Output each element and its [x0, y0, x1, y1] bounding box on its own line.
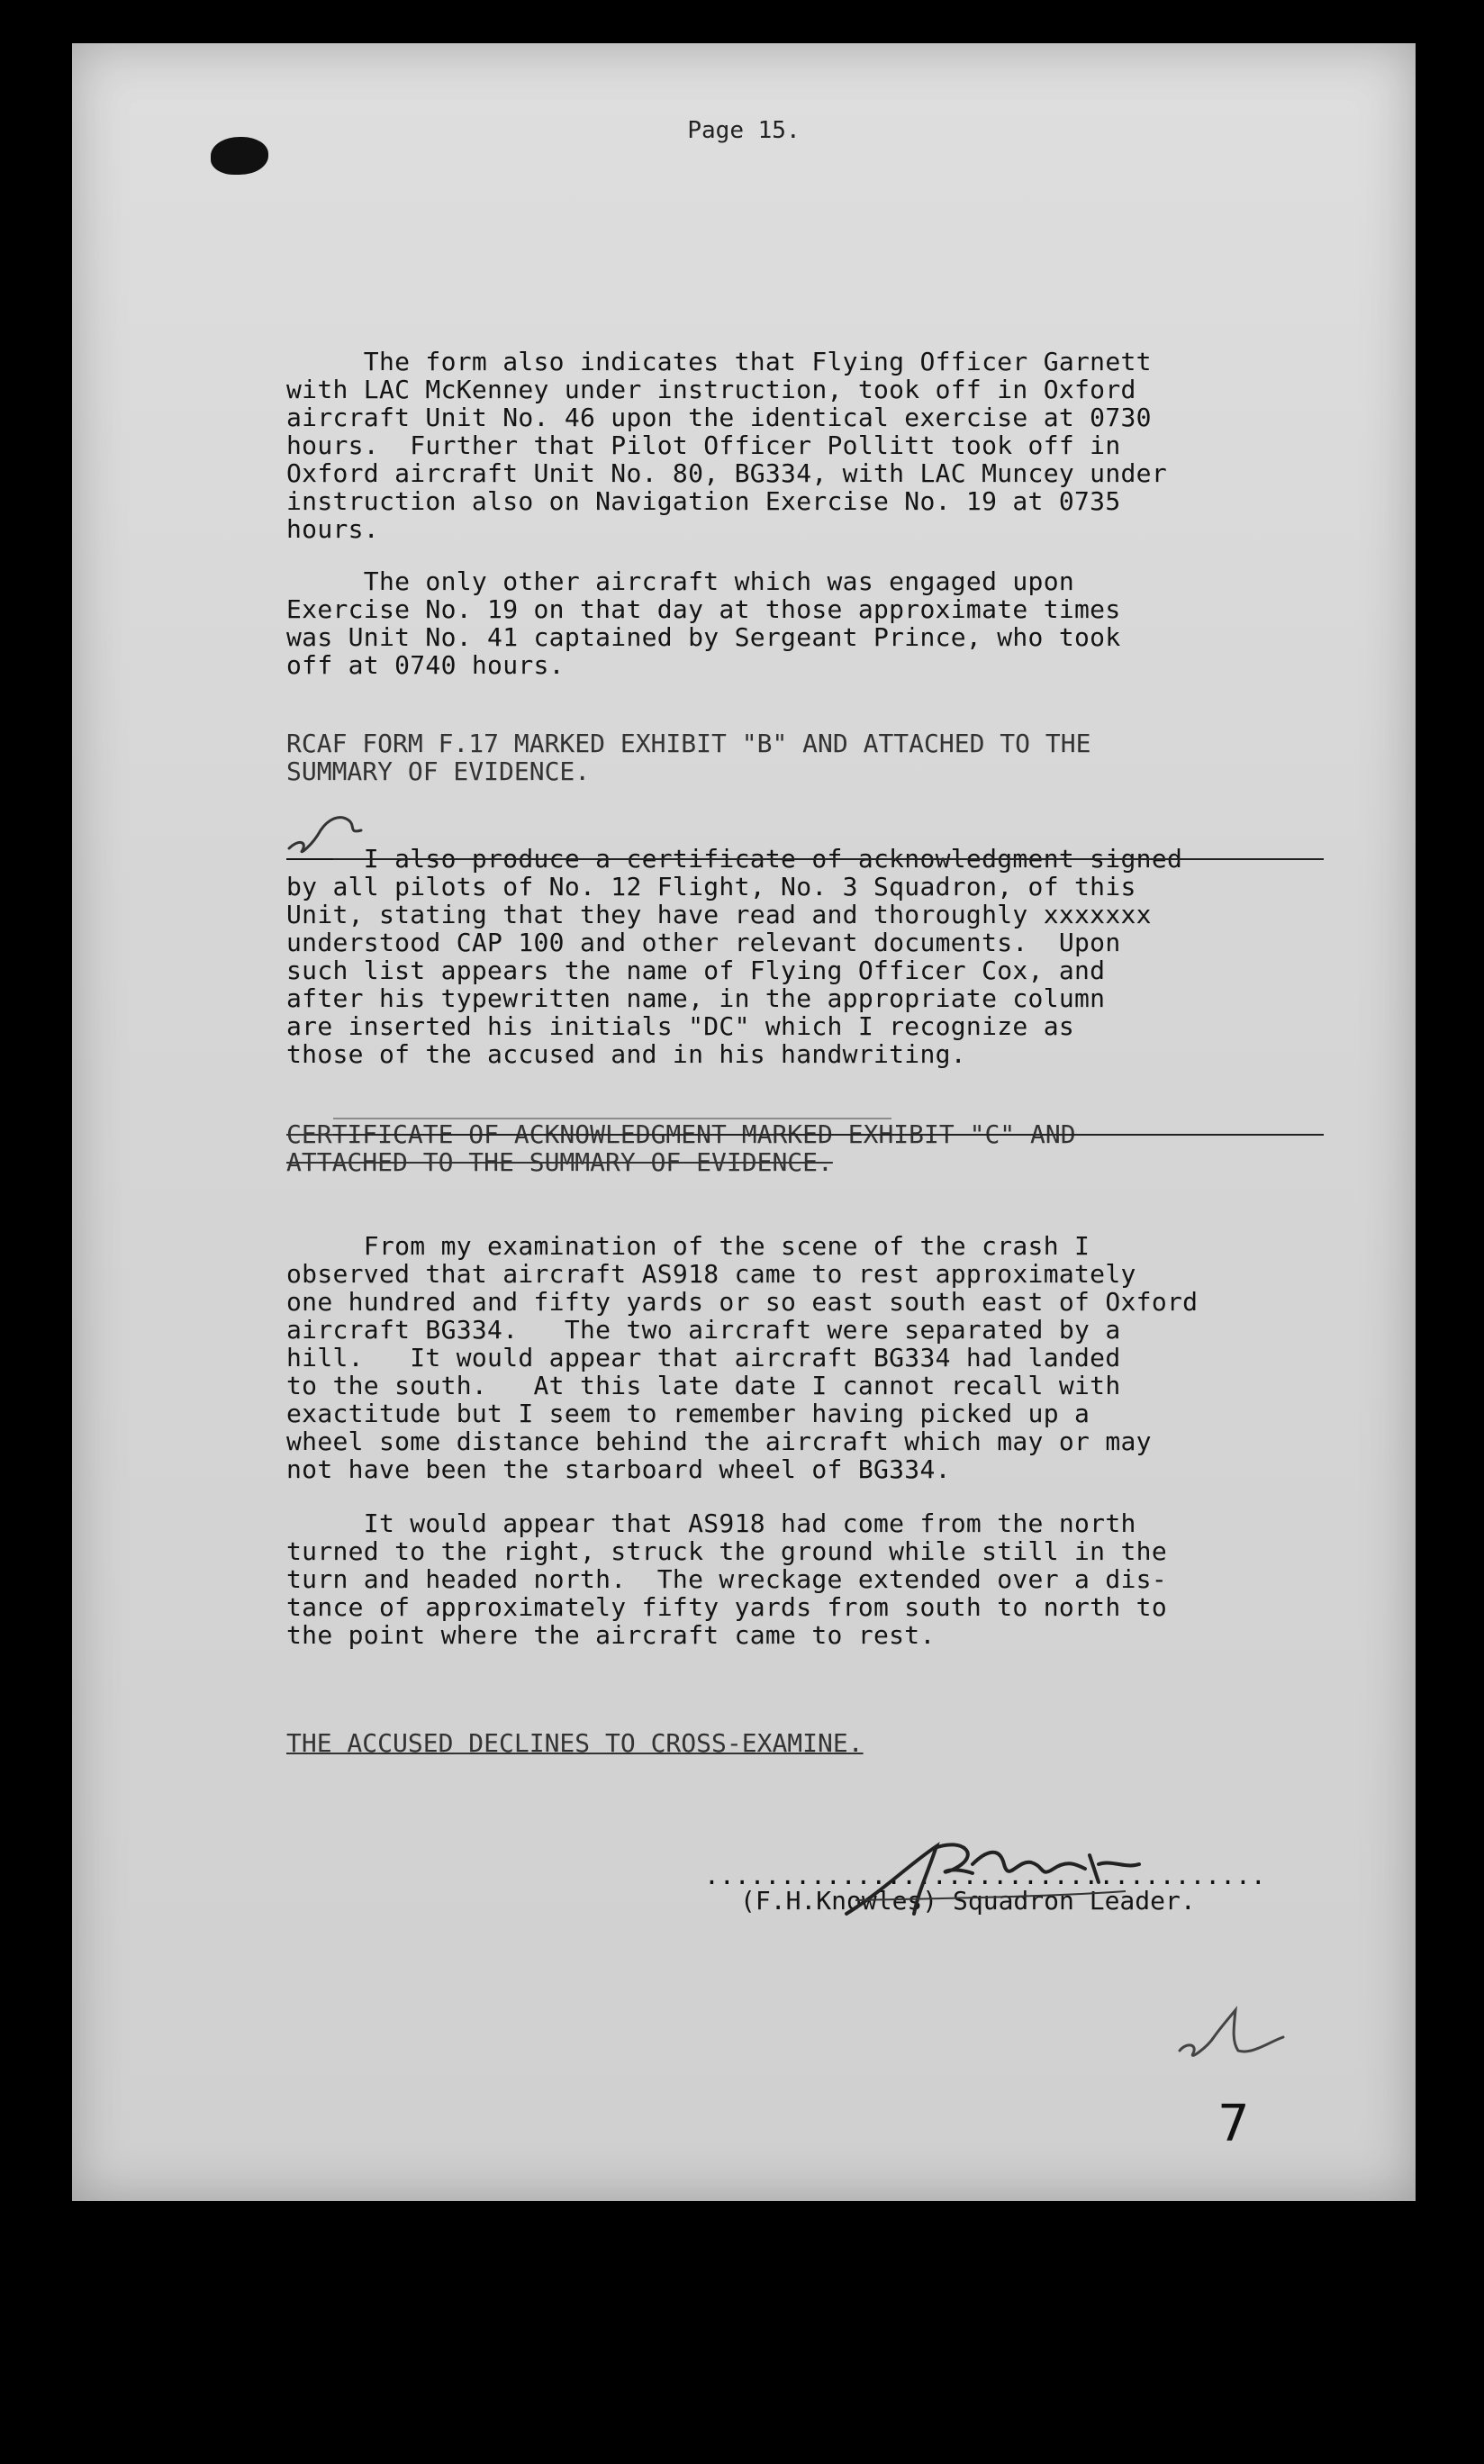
exhibit-c-heading: CERTIFICATE OF ACKNOWLEDGMENT MARKED EXHIBIT "C" AND ATTACHED TO THE SUMMARY OF EVIDENCE.: [286, 1119, 1076, 1177]
paragraph-wreckage: It would appear that AS918 had come from the north turned to the right, struck the ground while still in the turn and headed north. The wreckage extended over a dis- tance of approximately fifty yards from south to north to the point where the aircraft came to rest.: [286, 1508, 1167, 1650]
declines-statement: THE ACCUSED DECLINES TO CROSS-EXAMINE.: [286, 1728, 864, 1758]
exhibit-b-heading: RCAF FORM F.17 MARKED EXHIBIT "B" AND ATTACHED TO THE SUMMARY OF EVIDENCE.: [286, 729, 1091, 786]
signature-dotted-line: .....................................: [704, 1861, 1266, 1890]
paragraph-form-indication: The form also indicates that Flying Officer Garnett with LAC McKenney under instruction, took off in Oxford aircraft Unit No. 46 upon the identical exercise at 0730 hours. Further that Pilot Officer Pollitt took off in Oxford aircraft Unit No. 80, BG334, with LAC Muncey under instruction also on Navigation Exercise No. 19 at 0735 hours.: [286, 347, 1167, 544]
signature-caption: (F.H.Knowles) Squadron Leader.: [740, 1886, 1196, 1916]
paragraph-certificate: by all pilots of No. 12 Flight, No. 3 Squadron, of this Unit, stating that they have read and thoroughly xxxxxxx understood CAP 100 and other relevant documents. Upon such list appears the name of Flying Officer Cox, and after his typewritten name, in the appropriate column are inserted his initials "DC" which I recognize as those of the accused and in his handwriting.: [286, 872, 1152, 1069]
handwritten-signature: [828, 1828, 1207, 1927]
corner-page-number: 7: [1217, 2095, 1250, 2153]
margin-initials-bottom: [1171, 2001, 1306, 2073]
paragraph-crash-scene: From my examination of the scene of the crash I observed that aircraft AS918 came to rest approximately one hundred and fifty yards or so east south east of Oxford aircraft BG334. The two aircraft were separated by a hill. It would appear that aircraft BG334 had landed to the south. At this late date I cannot recall with exactitude but I seem to remember having picked up a wheel some distance behind the aircraft which may or may not have been the starboard wheel of BG334.: [286, 1231, 1199, 1484]
paragraph-other-aircraft: The only other aircraft which was engaged upon Exercise No. 19 on that day at those approximate times was Unit No. 41 captained by Sergeant Prince, who took off at 0740 hours.: [286, 566, 1121, 680]
page-label: Page 15.: [687, 117, 801, 144]
paragraph-certificate-first-line: I also produce a certificate of acknowledgment signed: [286, 844, 1183, 874]
annotation-strike-lines: [333, 838, 1414, 1180]
